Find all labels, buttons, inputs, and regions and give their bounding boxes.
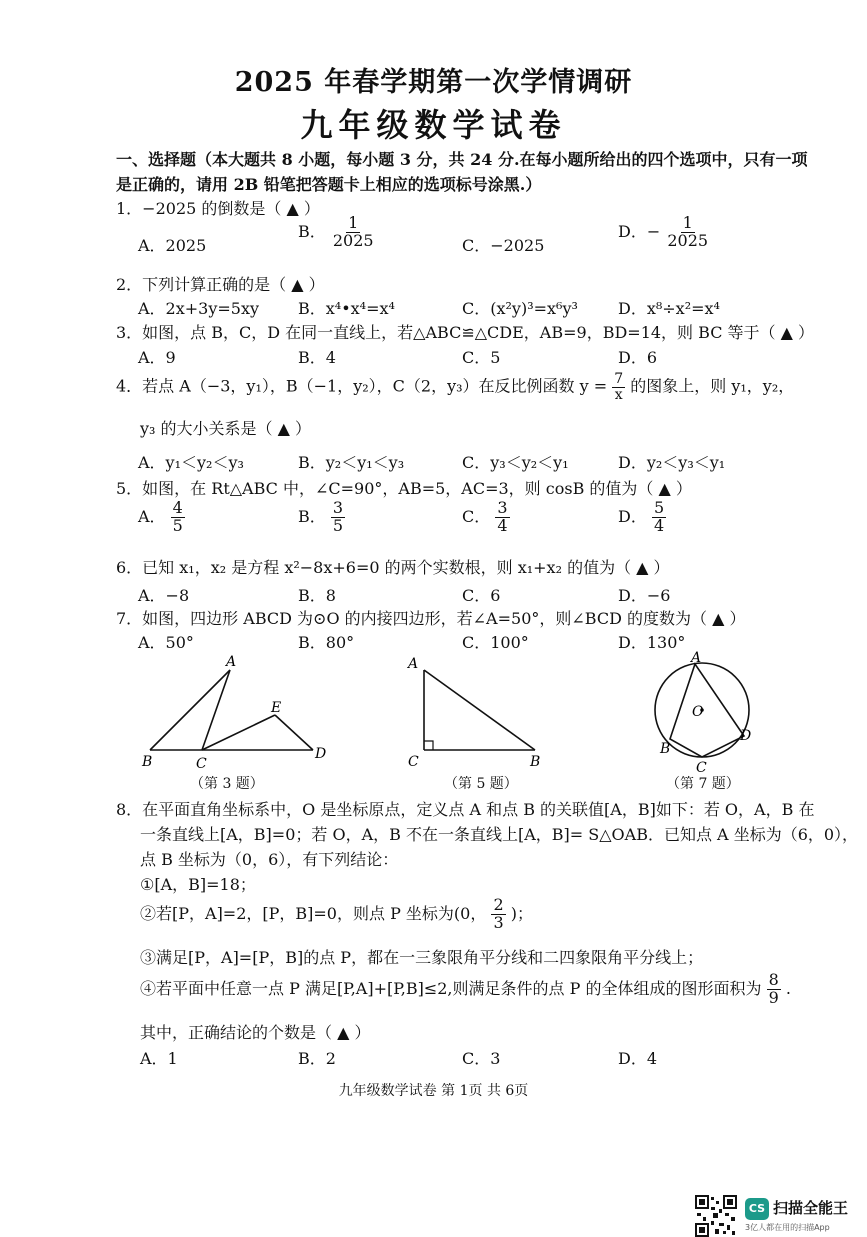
fig5-label-B: B	[530, 754, 541, 770]
q8-option-a: A．1	[140, 1049, 178, 1068]
q8-conclusion-1: ①[A，B]=18；	[140, 875, 256, 894]
q5-c-fraction	[495, 500, 509, 535]
q7-option-d: D．130°	[618, 633, 686, 652]
q7-option-b: B．80°	[298, 633, 355, 652]
q8-conclusion-4	[140, 972, 791, 1007]
q5-b-num: 3	[332, 498, 344, 517]
q5-stem: 5．如图，在 Rt△ABC 中，∠C=90°，AB=5，AC=3，则 cosB 的值为（ ▲ ）	[116, 479, 692, 498]
q3-option-a: A．9	[138, 348, 176, 367]
fig7-quadrilateral	[670, 664, 744, 757]
fig5-caption: （第 5 题）	[444, 776, 518, 792]
q1-stem: 1．−2025 的倒数是（ ▲ ）	[116, 199, 320, 218]
q5-d-den: 4	[653, 515, 665, 535]
q8-c4-text-b: .	[785, 978, 791, 998]
q4-frac-den: x	[614, 386, 623, 403]
q8-conclusion-3: ③满足[P，A]=[P，B]的点 P，都在一三象限角平分线和二四象限角平分线上；	[140, 948, 704, 967]
q5-b-den: 5	[332, 515, 344, 535]
q8-option-c: C．3	[462, 1049, 501, 1068]
figure-3	[150, 670, 313, 750]
q2-stem: 2．下列计算正确的是（ ▲ ）	[116, 275, 325, 294]
q5-d-fraction	[652, 500, 666, 535]
q4-frac-num: 7	[614, 371, 624, 387]
q6-stem: 6．已知 x₁，x₂ 是方程 x²−8x+6=0 的两个实数根，则 x₁+x₂ 的值为（ ▲ ）	[116, 558, 670, 577]
q5-option-d	[618, 500, 666, 535]
q1-option-a: A．2025	[138, 236, 207, 255]
q4-option-b: B．y₂＜y₁＜y₃	[298, 453, 405, 472]
fig5-label-C: C	[408, 754, 419, 770]
fig7-label-D: D	[740, 728, 752, 744]
fig3-caption: （第 3 题）	[190, 776, 264, 792]
q3-option-d: D．6	[618, 348, 658, 367]
q2-option-d: D．x⁸÷x²=x⁴	[618, 299, 720, 318]
q3-option-b: B．4	[298, 348, 336, 367]
q6-option-c: C．6	[462, 586, 501, 605]
section-intro-line1: 一、选择题（本大题共 8 小题，每小题 3 分，共 24 分.在每小题所给出的四个选项中，只有一项	[116, 150, 808, 169]
fig5-label-A: A	[408, 656, 419, 672]
q4-stem-a: 4．若点 A（−3，y₁），B（−1，y₂），C（2，y₃）在反比例函数 y =	[116, 376, 608, 396]
q8-ask: 其中，正确结论的个数是（ ▲ ）	[140, 1023, 371, 1042]
q5-a-num: 4	[172, 498, 183, 517]
camscanner-logo-icon: CS	[745, 1198, 769, 1220]
fig3-label-D: D	[315, 746, 327, 762]
q5-a-den: 5	[172, 515, 183, 535]
q6-option-d: D．−6	[618, 586, 671, 605]
fig7-label-B: B	[660, 741, 671, 757]
fig7-label-O: O	[692, 704, 704, 720]
fig3-label-B: B	[142, 754, 153, 770]
qr-code-icon	[695, 1195, 737, 1237]
q1-option-b-label: B．	[298, 221, 326, 241]
q4-stem-line2: y₃ 的大小关系是（ ▲ ）	[140, 419, 312, 438]
q1-option-d-fraction	[665, 215, 710, 250]
q4-stem-b: 的图象上，则 y₁，y₂，	[630, 376, 795, 396]
q1-d-den: 2025	[667, 230, 709, 250]
q5-b-label: B．	[298, 506, 326, 526]
fig5-line-AB	[424, 670, 535, 750]
q4-stem-line1	[116, 372, 794, 402]
fig3-label-A: A	[226, 654, 237, 670]
fig7-caption: （第 7 题）	[666, 776, 740, 792]
q5-a-fraction	[171, 500, 185, 535]
q3-stem: 3．如图，点 B，C，D 在同一直线上，若△ABC≌△CDE，AB=9，BD=14，则 BC 等于（ ▲ ）	[116, 323, 814, 342]
q7-option-c: C．100°	[462, 633, 529, 652]
fig7-label-C: C	[696, 760, 707, 775]
q5-a-label: A．	[138, 506, 166, 526]
q8-c2-num: 2	[493, 895, 504, 914]
figures-row	[130, 650, 830, 775]
q5-option-b	[298, 500, 345, 535]
q5-option-a	[138, 500, 185, 535]
q8-conclusion-2	[140, 897, 533, 932]
q5-d-num: 5	[653, 498, 665, 517]
q4-option-d: D．y₂＜y₃＜y₁	[618, 453, 726, 472]
exam-title-line1: 2025 年春学期第一次学情调研	[234, 67, 633, 98]
q1-option-d-label: D．−	[618, 221, 661, 241]
fig3-line-BA	[150, 670, 230, 750]
q6-option-a: A．−8	[138, 586, 190, 605]
q5-c-label: C．	[462, 506, 491, 526]
q1-b-num: 1	[348, 213, 359, 232]
q6-option-b: B．8	[298, 586, 336, 605]
figure-5	[424, 670, 535, 750]
camscanner-name: 扫描全能王	[773, 1199, 849, 1217]
fig3-line-ED	[275, 715, 313, 750]
q8-c4-den: 9	[768, 987, 779, 1007]
q5-b-fraction	[331, 500, 345, 535]
exam-title-line2: 九年级数学试卷	[300, 106, 567, 144]
q5-d-label: D．	[618, 506, 647, 526]
q7-option-a: A．50°	[138, 633, 194, 652]
q4-option-a: A．y₁＜y₂＜y₃	[138, 453, 244, 472]
q1-d-num: 1	[682, 213, 693, 232]
q8-c2-den: 3	[493, 912, 504, 932]
q8-line2: 一条直线上[A，B]=0；若 O，A，B 不在一条直线上[A，B]= S△OAB．已知点 A 坐标为（6，0），	[140, 825, 859, 844]
fig3-label-C: C	[196, 756, 207, 772]
q8-c4-num: 8	[768, 970, 779, 989]
q1-option-b-fraction	[331, 215, 376, 250]
q8-c2-fraction	[491, 897, 505, 932]
q7-stem: 7．如图，四边形 ABCD 为⊙O 的内接四边形，若∠A=50°，则∠BCD 的度数为（ ▲ ）	[116, 609, 746, 628]
q4-option-c: C．y₃＜y₂＜y₁	[462, 453, 569, 472]
q8-line3: 点 B 坐标为（0，6），有下列结论：	[140, 850, 399, 869]
q2-option-c: C．(x²y)³=x⁶y³	[462, 299, 578, 318]
q8-option-b: B．2	[298, 1049, 336, 1068]
page-footer: 九年级数学试卷 第 1页 共 6页	[338, 1083, 529, 1099]
fig5-right-angle	[424, 741, 433, 750]
q3-option-c: C．5	[462, 348, 501, 367]
q8-c2-text-a: ②若[P，A]=2，[P，B]=0，则点 P 坐标为(0，	[140, 903, 487, 923]
fig7-label-A: A	[691, 650, 702, 666]
q8-c2-text-b: )；	[510, 903, 533, 923]
q5-c-den: 4	[497, 515, 508, 535]
fig3-label-E: E	[271, 700, 282, 716]
q2-option-a: A．2x+3y=5xy	[138, 299, 260, 318]
section-intro-line2: 是正确的，请用 2B 铅笔把答题卡上相应的选项标号涂黑.）	[116, 175, 542, 194]
q2-option-b: B．x⁴•x⁴=x⁴	[298, 299, 395, 318]
q5-c-num: 3	[497, 498, 508, 517]
q4-fraction	[612, 372, 625, 402]
q1-b-den: 2025	[332, 230, 374, 250]
q8-c4-text-a: ④若平面中任意一点 P 满足[P,A]+[P,B]≤2,则满足条件的点 P 的全体组成的图形面积为	[140, 978, 762, 998]
q1-option-b	[298, 215, 376, 250]
q8-option-d: D．4	[618, 1049, 658, 1068]
q8-line1: 8．在平面直角坐标系中，O 是坐标原点，定义点 A 和点 B 的关联值[A，B]如下：若 O，A，B 在	[116, 800, 815, 819]
q1-option-c: C．−2025	[462, 236, 545, 255]
camscanner-tagline: 3亿人都在用的扫描App	[745, 1223, 830, 1232]
q5-option-c	[462, 500, 510, 535]
q1-option-d	[618, 215, 710, 250]
q8-c4-fraction	[767, 972, 781, 1007]
